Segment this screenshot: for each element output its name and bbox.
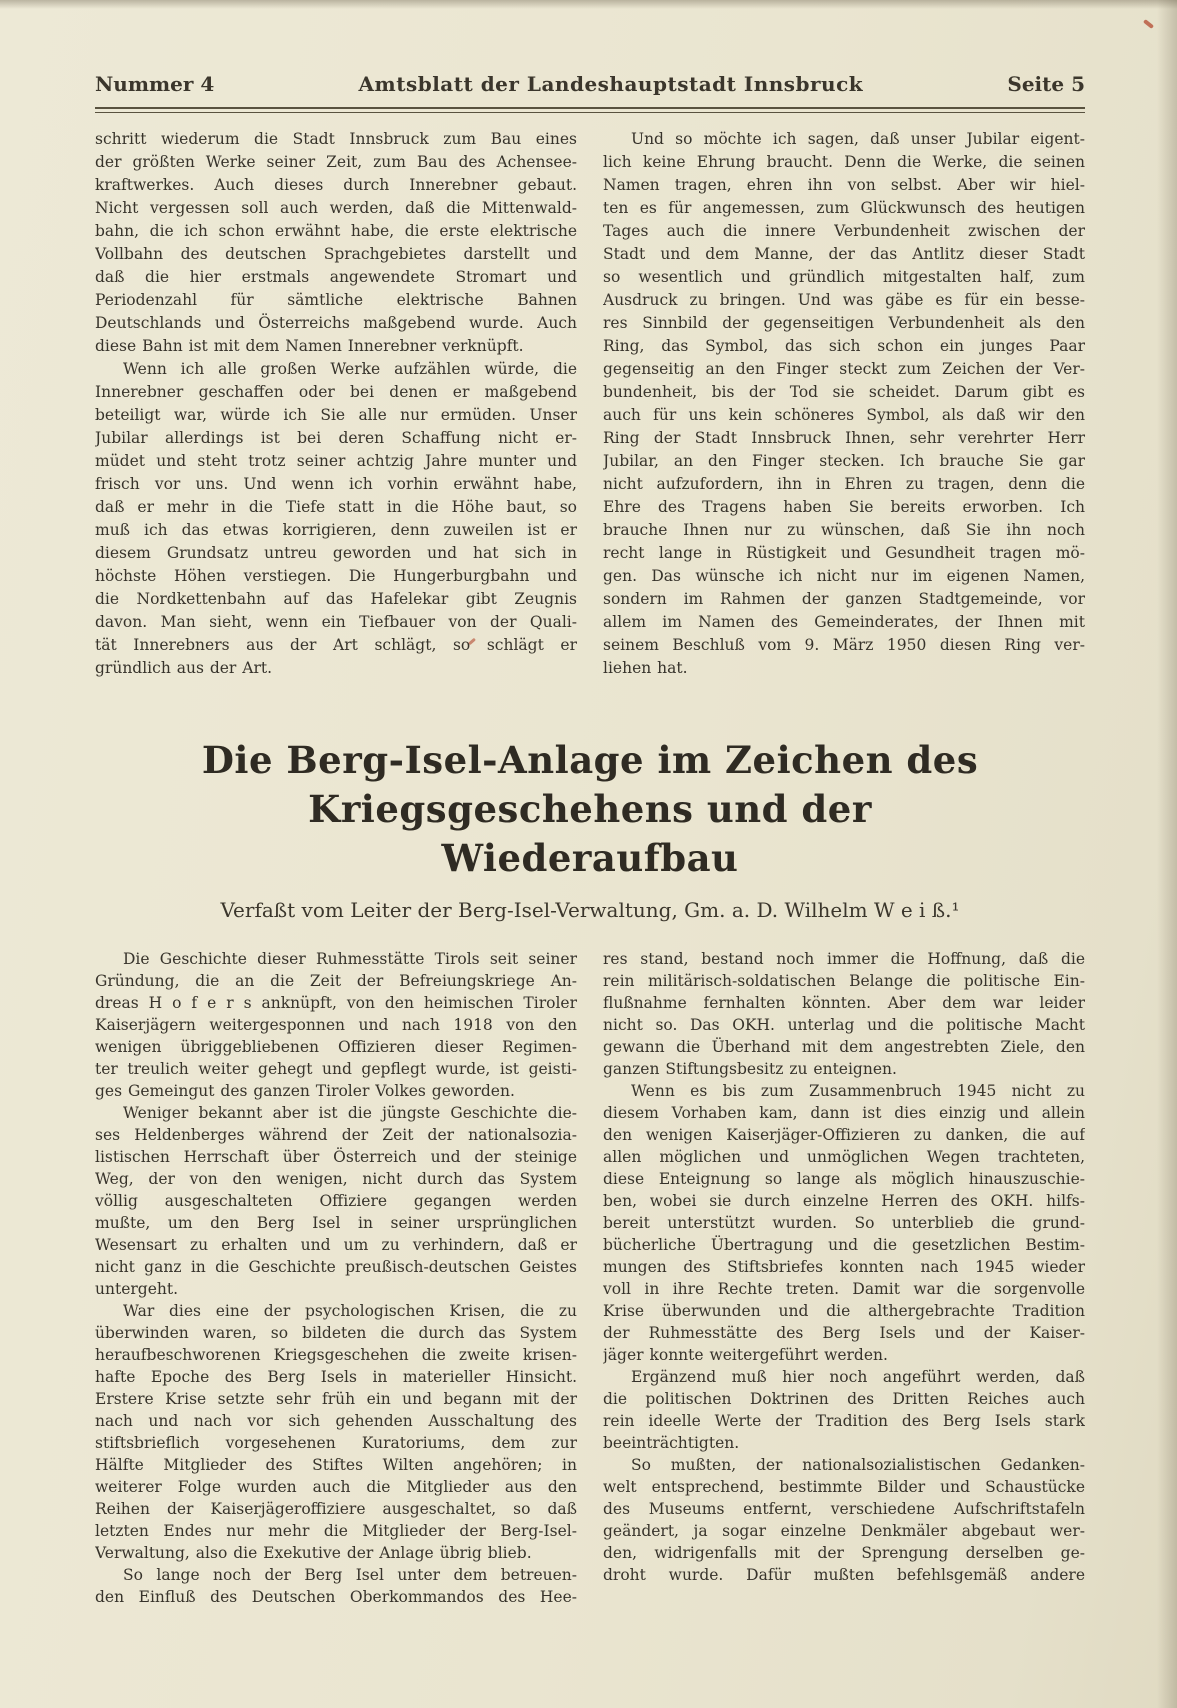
paragraph [603, 1454, 1085, 1586]
text-line: den, widrigenfalls mit der Sprengung derselben ge- [603, 1544, 1085, 1562]
text-line: Erstere Krise setzte sehr früh ein und begann mit der [95, 1390, 577, 1408]
text-line: Gründung, die an die Zeit der Befreiungskriege An- [95, 972, 577, 990]
text-line: beteiligt war, würde ich Sie alle nur ermüden. Unser [95, 406, 577, 424]
text-line: dreas H o f e r s anknüpft, von den heimischen Tiroler [95, 994, 577, 1012]
text-line: überwinden waren, so bildeten die durch das System [95, 1324, 577, 1342]
text-line: den Einfluß des Deutschen Oberkommandos des Hee- [95, 1588, 577, 1606]
text-line: den wenigen Kaiserjäger-Offizieren zu danken, die auf [603, 1126, 1085, 1144]
article2-headline [95, 736, 1085, 883]
text-line: droht wurde. Dafür mußten befehlsgemäß andere [603, 1566, 1085, 1584]
red-ink-mark-corner [1143, 19, 1154, 29]
text-line: mungen des Stiftsbriefes konnten nach 1945 wieder [603, 1258, 1085, 1276]
newspaper-title: Amtsblatt der Landeshauptstadt Innsbruck [358, 72, 864, 96]
text-line: muß ich das etwas korrigieren, denn zuweilen ist er [95, 521, 577, 539]
text-line: davon. Man sieht, wenn ein Tiefbauer von der Quali- [95, 613, 577, 631]
article1-columns [95, 128, 1085, 680]
text-line: gen. Das wünsche ich nicht nur im eigenen Namen, [603, 567, 1085, 585]
paragraph [95, 1300, 577, 1564]
paragraph [95, 358, 577, 680]
text-line: ges Gemeingut des ganzen Tiroler Volkes geworden. [95, 1082, 515, 1100]
text-line: Ehre des Tragens haben Sie bereits erworben. Ich [603, 498, 1085, 516]
text-line: listischen Herrschaft über Österreich und der steinige [95, 1148, 577, 1166]
text-line: rein ideelle Werte der Tradition des Berg Isels stark [603, 1412, 1085, 1430]
text-line: welt entsprechend, bestimmte Bilder und Schaustücke [603, 1478, 1085, 1496]
text-line: jäger konnte weitergeführt werden. [603, 1346, 888, 1364]
text-line: Krise überwunden und die althergebrachte Tradition [603, 1302, 1085, 1320]
text-line: So mußten, der nationalsozialistischen Gedanken- [631, 1456, 1085, 1474]
text-line: bahn, die ich schon erwähnt habe, die erste elektrische [95, 222, 577, 240]
text-line: geändert, ja sogar einzelne Denkmäler abgebaut wer- [603, 1522, 1085, 1540]
text-line: seinem Beschluß vom 9. März 1950 diesen Ring ver- [603, 636, 1085, 654]
text-line: diese Bahn ist mit dem Namen Innerebner verknüpft. [95, 337, 524, 355]
masthead [95, 0, 1085, 96]
article2-byline: Verfaßt vom Leiter der Berg-Isel-Verwaltung, Gm. a. D. Wilhelm W e i ß.¹ [220, 898, 960, 922]
paragraph [603, 948, 1085, 1080]
text-line: so wesentlich und gründlich mitgestalten half, zum [603, 268, 1085, 286]
text-line: stiftsbrieflich vorgesehenen Kuratoriums, dem zur [95, 1434, 577, 1452]
text-line: Ausdruck zu bringen. Und was gäbe es für ein besse- [603, 291, 1085, 309]
article2-right-column [603, 948, 1085, 1608]
text-line: brauche Ihnen nur zu wünschen, daß Sie ihn noch [603, 521, 1085, 539]
text-line: voll in ihre Rechte treten. Damit war die sorgenvolle [603, 1280, 1085, 1298]
text-line: daß er mehr in die Tiefe statt in die Höhe baut, so [95, 498, 577, 516]
text-line: ben, wobei sie durch einzelne Herren des OKH. hilfs- [603, 1192, 1085, 1210]
text-line: allen möglichen und unmöglichen Wegen trachteten, [603, 1148, 1085, 1166]
text-line: bereit unterstützt wurden. So unterblieb die grund- [603, 1214, 1085, 1232]
text-line: Innerebner geschaffen oder bei denen er maßgebend [95, 383, 577, 401]
text-line: mußte, um den Berg Isel in seiner ursprünglichen [95, 1214, 577, 1232]
text-line: bundenheit, bis der Tod sie scheidet. Darum gibt es [603, 383, 1085, 401]
text-line: ter treulich weiter gehegt und gepflegt wurde, ist geisti- [95, 1060, 577, 1078]
paragraph [95, 948, 577, 1102]
text-line: diesem Vorhaben kam, dann ist dies einzig und allein [603, 1104, 1085, 1122]
text-line: hafte Epoche des Berg Isels in materieller Hinsicht. [95, 1368, 577, 1386]
text-line: kraftwerkes. Auch dieses durch Innerebner gebaut. [95, 176, 577, 194]
text-line: nach und nach vor sich gehenden Ausschaltung des [95, 1412, 577, 1430]
text-line: nicht aufzufordern, ihn in Ehren zu tragen, denn die [603, 475, 1085, 493]
text-line: daß die hier erstmals angewendete Stromart und [95, 268, 577, 286]
text-line: Kaiserjägern weitergesponnen und nach 1918 von den [95, 1016, 577, 1034]
text-line: Vollbahn des deutschen Sprachgebietes darstellt und [95, 245, 577, 263]
text-line: frisch vor uns. Und wenn ich vorhin erwähnt habe, [95, 475, 577, 493]
text-line: nicht so. Das OKH. unterlag und die politische Macht [603, 1016, 1085, 1034]
text-line: War dies eine der psychologischen Krisen, die zu [123, 1302, 577, 1320]
text-line: gewann die Überhand mit dem angestrebten Ziele, den [603, 1038, 1085, 1056]
text-line: müdet und steht trotz seiner achtzig Jahre munter und [95, 452, 577, 470]
text-line: die politischen Doktrinen des Dritten Reiches auch [603, 1390, 1085, 1408]
text-line: Periodenzahl für sämtliche elektrische Bahnen [95, 291, 577, 309]
paragraph [603, 1080, 1085, 1366]
issue-number: Nummer 4 [95, 72, 215, 96]
text-line: allem im Namen des Gemeinderates, der Ihnen mit [603, 613, 1085, 631]
text-line: letzten Endes nur mehr die Mitglieder der Berg-Isel- [95, 1522, 577, 1540]
text-line: flußnahme fernhalten könnten. Aber dem war leider [603, 994, 1085, 1012]
text-line: bücherliche Übertragung und die gesetzlichen Bestim- [603, 1236, 1085, 1254]
text-line: Tages auch die innere Verbundenheit zwischen der [603, 222, 1085, 240]
text-line: Nicht vergessen soll auch werden, daß die Mittenwald- [95, 199, 577, 217]
text-line: völlig ausgeschalteten Offiziere gegangen werden [95, 1192, 577, 1210]
text-line: rein militärisch-soldatischen Belange die politische Ein- [603, 972, 1085, 990]
text-line: ses Heldenberges während der Zeit der nationalsozia- [95, 1126, 577, 1144]
text-line: wenigen übriggebliebenen Offizieren dieser Regimen- [95, 1038, 577, 1056]
paragraph [603, 1366, 1085, 1454]
text-line: diese Enteignung so lange als möglich hinauszuschie- [603, 1170, 1085, 1188]
headline-line-2: Wiederaufbau [441, 836, 739, 880]
text-line: weiterer Folge wurden auch die Mitglieder aus den [95, 1478, 577, 1496]
text-line: Die Geschichte dieser Ruhmesstätte Tirols seit seiner [123, 950, 577, 968]
text-line: Jubilar allerdings ist bei deren Schaffung nicht er- [95, 429, 577, 447]
text-line: res stand, bestand noch immer die Hoffnung, daß die [603, 950, 1085, 968]
paragraph [603, 128, 1085, 680]
text-line: lich keine Ehrung braucht. Denn die Werke, die seinen [603, 153, 1085, 171]
article1-left-column [95, 128, 577, 680]
text-line: beeinträchtigten. [603, 1434, 740, 1452]
text-line: Wenn es bis zum Zusammenbruch 1945 nicht zu [631, 1082, 1085, 1100]
text-line: höchste Höhen verstiegen. Die Hungerburgbahn und [95, 567, 577, 585]
text-line: heraufbeschworenen Kriegsgeschehen die zweite krisen- [95, 1346, 577, 1364]
text-line: schritt wiederum die Stadt Innsbruck zum Bau eines [95, 130, 577, 148]
page-content [95, 0, 1085, 1608]
scan-right-shadow [1157, 0, 1177, 1708]
text-line: ganzen Stiftungsbesitz zu enteignen. [603, 1060, 897, 1078]
text-line: So lange noch der Berg Isel unter dem betreuen- [123, 1566, 577, 1584]
text-line: Verwaltung, also die Exekutive der Anlage übrig blieb. [95, 1544, 532, 1562]
paragraph [95, 128, 577, 358]
text-line: untergeht. [95, 1280, 179, 1298]
article2-columns [95, 948, 1085, 1608]
text-line: res Sinnbild der gegenseitigen Verbundenheit als den [603, 314, 1085, 332]
text-line: ten es für angemessen, zum Glückwunsch des heutigen [603, 199, 1085, 217]
text-line: recht lange in Rüstigkeit und Gesundheit tragen mö- [603, 544, 1085, 562]
text-line: Weniger bekannt aber ist die jüngste Geschichte die- [123, 1104, 577, 1122]
text-line: tät Innerebners aus der Art schlägt, so schlägt er [95, 636, 577, 654]
paragraph [95, 1564, 577, 1608]
headline-line-1: Die Berg-Isel-Anlage im Zeichen des Kriegsgeschehens und der [201, 738, 979, 831]
text-line: Namen tragen, ehren ihn von selbst. Aber wir hiel- [603, 176, 1085, 194]
text-line: auch für uns kein schöneres Symbol, als daß wir den [603, 406, 1085, 424]
text-line: die Nordkettenbahn auf das Hafelekar gibt Zeugnis [95, 590, 577, 608]
text-line: des Museums entfernt, verschiedene Aufschriftstafeln [603, 1500, 1085, 1518]
article2-left-column [95, 948, 577, 1608]
text-line: der Ruhmesstätte des Berg Isels und der Kaiser- [603, 1324, 1085, 1342]
text-line: Reihen der Kaiserjägeroffiziere ausgeschaltet, so daß [95, 1500, 577, 1518]
masthead-rule [95, 107, 1085, 113]
text-line: Stadt und dem Manne, der das Antlitz dieser Stadt [603, 245, 1085, 263]
text-line: sondern im Rahmen der ganzen Stadtgemeinde, vor [603, 590, 1085, 608]
text-line: liehen hat. [603, 659, 688, 677]
text-line: gegenseitig an den Finger steckt zum Zeichen der Ver- [603, 360, 1085, 378]
text-line: diesem Grundsatz untreu geworden und hat sich in [95, 544, 577, 562]
text-line: Ring, das Symbol, das sich schon ein junges Paar [603, 337, 1085, 355]
text-line: gründlich aus der Art. [95, 659, 273, 677]
text-line: Ring der Stadt Innsbruck Ihnen, sehr verehrter Herr [603, 429, 1085, 447]
text-line: nicht ganz in die Geschichte preußisch-deutschen Geistes [95, 1258, 577, 1276]
text-line: Deutschlands und Österreichs maßgebend wurde. Auch [95, 314, 577, 332]
text-line: Weg, der von den wenigen, nicht durch das System [95, 1170, 577, 1188]
text-line: Ergänzend muß hier noch angeführt werden, daß [631, 1368, 1085, 1386]
page-number: Seite 5 [1007, 72, 1085, 96]
text-line: Und so möchte ich sagen, daß unser Jubilar eigent- [631, 130, 1085, 148]
text-line: der größten Werke seiner Zeit, zum Bau des Achensee- [95, 153, 577, 171]
paragraph [95, 1102, 577, 1300]
text-line: Wesensart zu erhalten und um zu verhindern, daß er [95, 1236, 577, 1254]
text-line: Jubilar, an den Finger stecken. Ich brauche Sie gar [603, 452, 1085, 470]
text-line: Wenn ich alle großen Werke aufzählen würde, die [123, 360, 577, 378]
text-line: Hälfte Mitglieder des Stiftes Wilten angehören; in [95, 1456, 577, 1474]
article1-right-column [603, 128, 1085, 680]
